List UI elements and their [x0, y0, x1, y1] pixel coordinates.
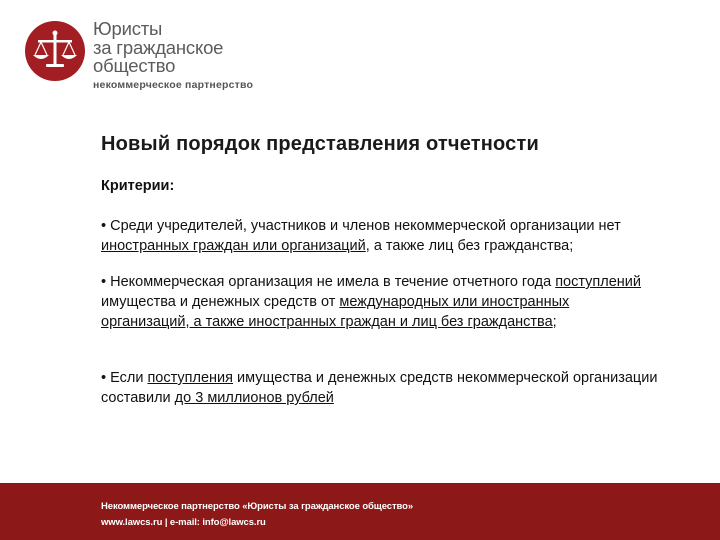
logo-line-2: за гражданское	[93, 36, 224, 58]
logo-line-3: общество	[93, 55, 176, 76]
scales-of-justice-icon	[24, 20, 86, 82]
criterion-2-underlined-1: поступлений	[555, 274, 641, 290]
criterion-1-text-a: • Среди учредителей, участников и членов некоммерческой организации нет	[101, 218, 621, 234]
footer-organization: Некоммерческое партнерство «Юристы за гражданское общество»	[101, 501, 414, 512]
footer-bar	[0, 483, 720, 540]
logo-wordmark	[93, 20, 253, 91]
criterion-2-text-a: • Некоммерческая организация не имела в течение отчетного года	[101, 274, 556, 290]
criterion-1-text-c: , а также лиц без гражданства;	[365, 238, 574, 254]
criterion-3-underlined-2: до 3 миллионов рублей	[174, 390, 334, 406]
slide-title: Новый порядок представления отчетности	[101, 133, 540, 155]
organization-logo	[24, 20, 253, 91]
logo-line-1: Юристы	[93, 18, 163, 39]
criterion-3-text-a: • Если	[101, 370, 148, 386]
logo-subtitle: некоммерческое партнерство	[93, 78, 254, 91]
criterion-3	[101, 368, 661, 408]
footer-contacts: www.lawcs.ru | e-mail: info@lawcs.ru	[101, 517, 266, 528]
criterion-2-underlined-2: международных или иностранных организаций, а также иностранных граждан и лиц без гражданства	[101, 294, 570, 330]
criterion-3-underlined-1: поступления	[147, 370, 234, 386]
criterion-2	[101, 272, 661, 332]
criteria-label: Критерии:	[101, 178, 175, 194]
criterion-1	[101, 216, 661, 256]
criterion-2-text-e: ;	[552, 314, 557, 330]
criterion-2-text-c: имущества и денежных средств от	[101, 294, 340, 310]
criterion-3-text-c: имущества и денежных средств некоммерческой организации составили	[101, 370, 658, 406]
criterion-1-underlined: иностранных граждан или организаций	[101, 238, 366, 254]
